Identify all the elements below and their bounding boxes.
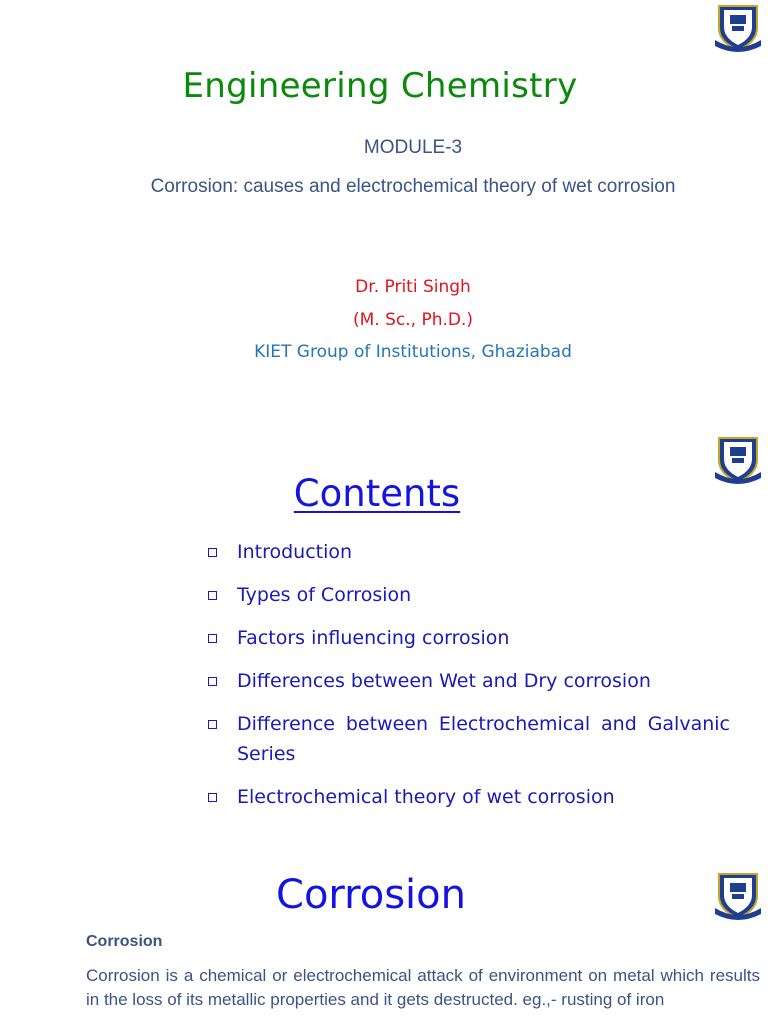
contents-heading: Contents	[293, 472, 461, 515]
institution-name: KIET Group of Institutions, Ghaziabad	[254, 342, 572, 362]
list-item: Electrochemical theory of wet corrosion	[206, 782, 730, 812]
module-subtitle: Corrosion: causes and electrochemical theory of wet corrosion	[150, 176, 676, 197]
list-item: Differences between Wet and Dry corrosion	[206, 666, 730, 696]
checkbox-bullet-icon	[208, 634, 217, 643]
corrosion-heading: Corrosion	[276, 872, 466, 918]
list-item: Factors influencing corrosion	[206, 623, 730, 653]
corrosion-slide	[0, 860, 768, 1024]
contents-slide	[0, 420, 768, 860]
page-title: Engineering Chemistry	[182, 66, 578, 106]
list-item: Difference between Electrochemical and Galvanic Series	[206, 709, 730, 769]
module-label: MODULE-3	[363, 137, 463, 158]
author-name: Dr. Priti Singh	[355, 277, 471, 297]
checkbox-bullet-icon	[208, 677, 217, 686]
kiet-crest-icon	[711, 0, 765, 54]
list-item: Introduction	[206, 537, 730, 567]
author-degree: (M. Sc., Ph.D.)	[352, 310, 473, 330]
checkbox-bullet-icon	[208, 591, 217, 600]
checkbox-bullet-icon	[208, 548, 217, 557]
corrosion-definition: Corrosion is a chemical or electrochemical attack of environment on metal which results in the loss of its metallic properties and it gets destructed. eg.,- rusting of iron	[86, 966, 760, 1009]
list-item: Types of Corrosion	[206, 580, 730, 610]
contents-list	[206, 537, 730, 825]
title-slide	[0, 0, 768, 420]
corrosion-subheading: Corrosion	[86, 933, 163, 950]
checkbox-bullet-icon	[208, 793, 217, 802]
checkbox-bullet-icon	[208, 720, 217, 729]
